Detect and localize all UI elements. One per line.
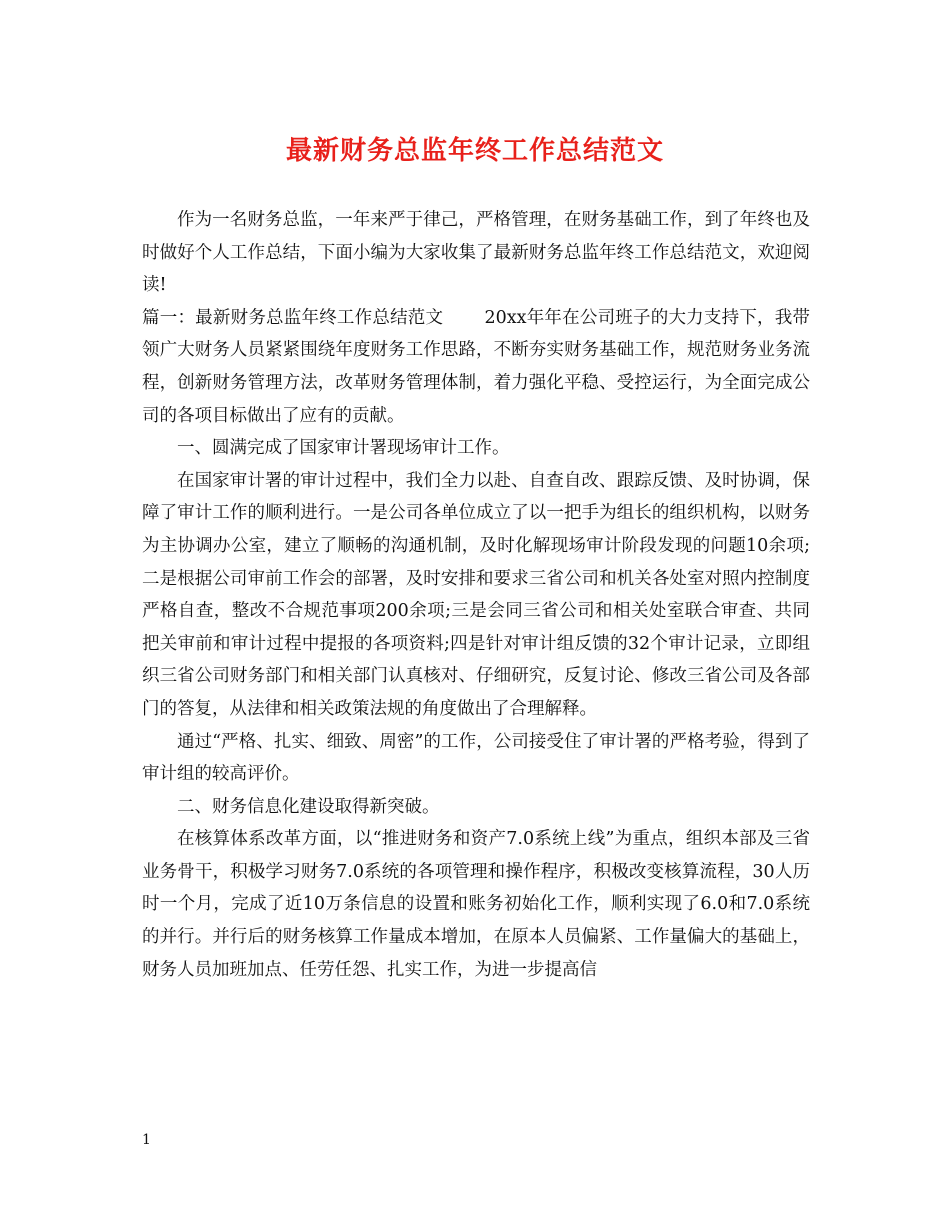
section-heading-informatization: 二、财务信息化建设取得新突破。 bbox=[177, 796, 440, 817]
paragraph-intro: 作为一名财务总监，一年来严于律己，严格管理，在财务基础工作，到了年终也及时做好个人工作总结，下面小编为大家收集了最新财务总监年终工作总结范文，欢迎阅读! bbox=[142, 210, 810, 296]
paragraph-part-one: 篇一：最新财务总监年终工作总结范文 20xx年年在公司班子的大力支持下，我带领广大财务人员紧紧围绕年度财务工作思路，不断夯实财务基础工作，规范财务业务流程，创新财务管理方法，改革财务管理体制，着力强化平稳、受控运行，为全面完成公司的各项目标做出了应有的贡献。 bbox=[142, 307, 810, 426]
page-number: 1 bbox=[142, 1132, 151, 1148]
paragraph-audit-result: 通过“严格、扎实、细致、周密”的工作，公司接受住了审计署的严格考验，得到了审计组的较高评价。 bbox=[142, 731, 810, 785]
paragraph-informatization: 在核算体系改革方面，以“推进财务和资产7.0系统上线”为重点，组织本部及三省业务骨干，积极学习财务7.0系统的各项管理和操作程序，积极改变核算流程，30人历时一个月，完成了近10万条信息的设置和账务初始化工作，顺利实现了6.0和7.0系统的并行。并行后的财务核算工作量成本增加，在原本人员偏紧、工作量偏大的基础上，财务人员加班加点、任劳任怨、扎实工作，为进一步提高信 bbox=[142, 829, 810, 980]
paragraph-audit: 在国家审计署的审计过程中，我们全力以赴、自查自改、跟踪反馈、及时协调，保障了审计工作的顺利进行。一是公司各单位成立了以一把手为组长的组织机构，以财务为主协调办公室，建立了顺畅的沟通机制，及时化解现场审计阶段发现的问题10余项;二是根据公司审前工作会的部署，及时安排和要求三省公司和机关各处室对照内控制度严格自查，整改不合规范事项200余项;三是会同三省公司和相关处室联合审查、共同把关审前和审计过程中提报的各项资料;四是针对审计组反馈的32个审计记录，立即组织三省公司财务部门和相关部门认真核对、仔细研究，反复讨论、修改三省公司及各部门的答复，从法律和相关政策法规的角度做出了合理解释。 bbox=[142, 470, 810, 719]
document-title: 最新财务总监年终工作总结范文 bbox=[285, 136, 664, 166]
document-body bbox=[142, 204, 810, 986]
section-heading-audit: 一、圆满完成了国家审计署现场审计工作。 bbox=[177, 438, 510, 459]
